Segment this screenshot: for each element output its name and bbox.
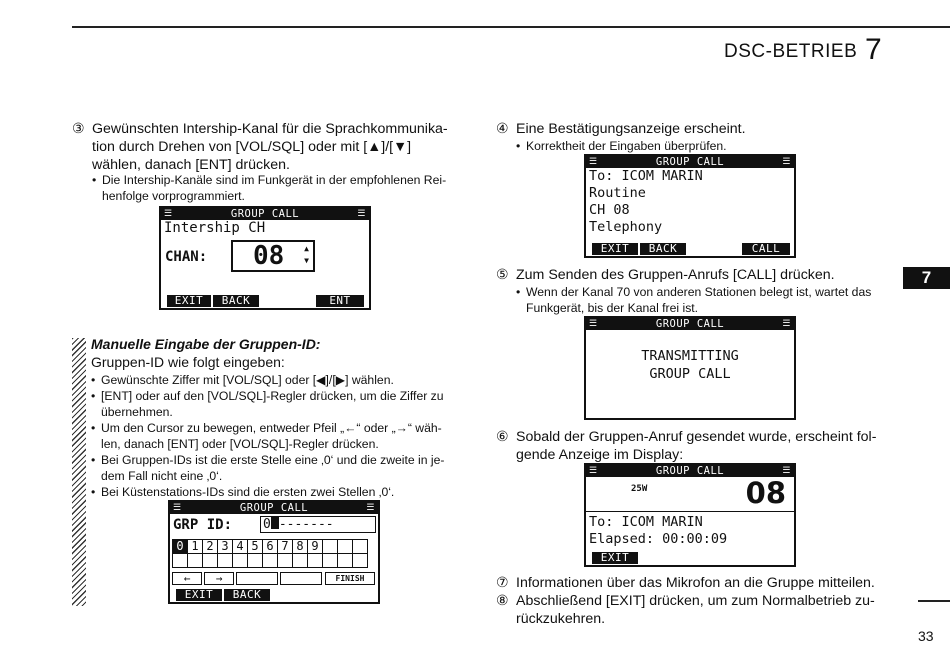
lcd-title: GROUP CALL bbox=[655, 156, 725, 168]
digit-key[interactable]: 3 bbox=[218, 540, 233, 554]
menu-icon: ☰ bbox=[366, 503, 375, 513]
menu-icon: ☰ bbox=[164, 209, 173, 219]
cursor-right-key[interactable]: → bbox=[204, 572, 234, 585]
step-4 bbox=[496, 120, 886, 138]
lcd-line: To: ICOM MARIN bbox=[589, 168, 703, 184]
chapter-tab: 7 bbox=[903, 267, 950, 289]
menu-icon: ☰ bbox=[589, 466, 598, 476]
grp-id-rest: ------- bbox=[278, 517, 334, 532]
softkeys bbox=[170, 588, 378, 602]
chapter-number: 7 bbox=[865, 33, 882, 66]
exit-softkey[interactable]: EXIT bbox=[176, 589, 222, 601]
lcd-title-bar bbox=[161, 208, 369, 220]
step-number: ④ bbox=[496, 121, 509, 137]
lcd-transmitting bbox=[584, 316, 796, 420]
menu-icon: ☰ bbox=[589, 157, 598, 167]
step-4-note: • Korrektheit der Eingaben überprüfen. bbox=[516, 139, 727, 153]
back-softkey[interactable]: BACK bbox=[640, 243, 686, 255]
step-6 bbox=[496, 428, 886, 464]
step-number: ⑦ bbox=[496, 575, 509, 591]
digit-key[interactable]: 0 bbox=[173, 540, 188, 554]
step-3-note: • Die Intership-Kanäle sind im Funkgerät in der empfohlenen Rei-henfolge vorprogrammiert. bbox=[92, 172, 460, 204]
lcd-line: Routine bbox=[589, 185, 646, 201]
lcd-group-id-entry bbox=[168, 500, 380, 604]
exit-softkey[interactable]: EXIT bbox=[167, 295, 211, 307]
manual-bullet: • Gewünschte Ziffer mit [VOL/SQL] oder [◀]/[▶] wählen. bbox=[91, 373, 394, 387]
step-5 bbox=[496, 266, 886, 284]
menu-icon: ☰ bbox=[173, 503, 182, 513]
channel-number: 08 bbox=[745, 476, 786, 510]
lcd-confirmation bbox=[584, 154, 796, 258]
step-text: Gewünschten Intership-Kanal für die Sprachkommunika-tion durch Drehen von [VOL/SQL] oder mit [▲]/[▼] wählen, danach [ENT] drücken. bbox=[92, 121, 448, 173]
step-number: ⑥ bbox=[496, 429, 509, 445]
call-softkey[interactable]: CALL bbox=[742, 243, 790, 255]
keypad-controls bbox=[172, 572, 376, 586]
cursor-left-key[interactable]: ← bbox=[172, 572, 202, 585]
lcd-line: To: ICOM MARIN bbox=[589, 514, 703, 530]
back-softkey[interactable]: BACK bbox=[213, 295, 259, 307]
grp-id-field[interactable] bbox=[260, 516, 376, 533]
lcd-title-bar bbox=[586, 318, 794, 330]
power-level: 25W bbox=[631, 484, 648, 494]
lcd-title-bar bbox=[170, 502, 378, 514]
manual-intro: Gruppen-ID wie folgt eingeben: bbox=[91, 354, 285, 370]
digit-key[interactable]: 2 bbox=[203, 540, 218, 554]
lcd-intership-channel bbox=[159, 206, 371, 310]
softkeys bbox=[586, 551, 794, 565]
lcd-title: GROUP CALL bbox=[655, 465, 725, 477]
lcd-line: Telephony bbox=[589, 219, 663, 235]
lcd-title: GROUP CALL bbox=[230, 208, 300, 220]
digit-key[interactable]: 9 bbox=[308, 540, 323, 554]
channel-value: 08 bbox=[253, 241, 285, 271]
grp-id-digit: 0 bbox=[263, 517, 271, 532]
step-text: Eine Bestätigungsanzeige erscheint. bbox=[516, 121, 746, 137]
manual-bullet: • Bei Küstenstations-IDs sind die ersten zwei Stellen ‚0‘. bbox=[91, 485, 395, 499]
menu-icon: ☰ bbox=[357, 209, 366, 219]
menu-icon: ☰ bbox=[589, 319, 598, 329]
note-text: Die Intership-Kanäle sind im Funkgerät in der empfohlenen Rei-henfolge vorprogrammiert. bbox=[102, 173, 447, 203]
lcd-title-bar bbox=[586, 156, 794, 168]
lcd-elapsed bbox=[584, 463, 796, 567]
softkeys bbox=[586, 242, 794, 256]
lcd-line: TRANSMITTING bbox=[641, 348, 739, 364]
footer-rule bbox=[918, 600, 950, 602]
digit-key[interactable]: 1 bbox=[188, 540, 203, 554]
step-3 bbox=[72, 120, 460, 174]
digit-key[interactable]: 4 bbox=[233, 540, 248, 554]
softkeys bbox=[161, 294, 369, 308]
step-text: Abschließend [EXIT] drücken, um zum Normalbetrieb zu-rückzukehren. bbox=[516, 593, 875, 627]
step-text: Informationen über das Mikrofon an die Gruppe mitteilen. bbox=[516, 575, 875, 591]
step-number: ③ bbox=[72, 121, 85, 137]
cursor bbox=[271, 517, 279, 529]
step-text: Zum Senden des Gruppen-Anrufs [CALL] drücken. bbox=[516, 267, 835, 283]
blank-key bbox=[236, 572, 278, 585]
manual-bullet: • Bei Gruppen-IDs ist die erste Stelle eine ‚0‘ und die zweite in je-dem Fall nicht eine ‚0‘. bbox=[91, 453, 445, 483]
exit-softkey[interactable]: EXIT bbox=[592, 243, 638, 255]
menu-icon: ☰ bbox=[782, 319, 791, 329]
step-8 bbox=[496, 592, 886, 628]
lcd-title: GROUP CALL bbox=[239, 502, 309, 514]
channel-selector[interactable] bbox=[231, 240, 315, 272]
lcd-line: CH 08 bbox=[589, 202, 630, 218]
digit-key[interactable]: 7 bbox=[278, 540, 293, 554]
hatch-margin bbox=[72, 338, 86, 606]
menu-icon: ☰ bbox=[782, 157, 791, 167]
digit-key[interactable]: 6 bbox=[263, 540, 278, 554]
up-down-arrow-icon: ▲ ▼ bbox=[304, 244, 309, 265]
digit-keypad bbox=[172, 539, 368, 568]
ent-softkey[interactable]: ENT bbox=[316, 295, 364, 307]
section-title: DSC-BETRIEB bbox=[724, 41, 858, 62]
manual-bullet: • Um den Cursor zu bewegen, entweder Pfeil „←“ oder „→“ wäh-len, danach [ENT] oder [VOL/SQL]-Regler drücken. bbox=[91, 421, 442, 451]
exit-softkey[interactable]: EXIT bbox=[592, 552, 638, 564]
back-softkey[interactable]: BACK bbox=[224, 589, 270, 601]
step-number: ⑧ bbox=[496, 593, 509, 609]
lcd-line: Intership CH bbox=[164, 220, 266, 236]
header-rule bbox=[72, 26, 950, 28]
step-number: ⑤ bbox=[496, 267, 509, 283]
blank-key bbox=[280, 572, 322, 585]
manual-heading: Manuelle Eingabe der Gruppen-ID: bbox=[91, 336, 321, 352]
lcd-title: GROUP CALL bbox=[655, 318, 725, 330]
step-text: Sobald der Gruppen-Anruf gesendet wurde, erscheint fol-gende Anzeige im Display: bbox=[516, 429, 877, 463]
grp-id-label: GRP ID: bbox=[173, 517, 233, 533]
page-number: 33 bbox=[918, 628, 934, 644]
chan-label: CHAN: bbox=[165, 249, 208, 265]
lcd-line: Elapsed: 00:00:09 bbox=[589, 531, 728, 547]
manual-bullet: • [ENT] oder auf den [VOL/SQL]-Regler drücken, um die Ziffer zu übernehmen. bbox=[91, 389, 444, 419]
menu-icon: ☰ bbox=[782, 466, 791, 476]
lcd-line: GROUP CALL bbox=[649, 366, 731, 382]
step-5-note: • Wenn der Kanal 70 von anderen Stationen belegt ist, wartet das Funkgerät, bis der Kanal frei ist. bbox=[516, 285, 872, 315]
finish-key[interactable]: FINISH bbox=[325, 572, 375, 585]
step-7 bbox=[496, 574, 886, 592]
digit-key[interactable]: 8 bbox=[293, 540, 308, 554]
digit-key[interactable]: 5 bbox=[248, 540, 263, 554]
